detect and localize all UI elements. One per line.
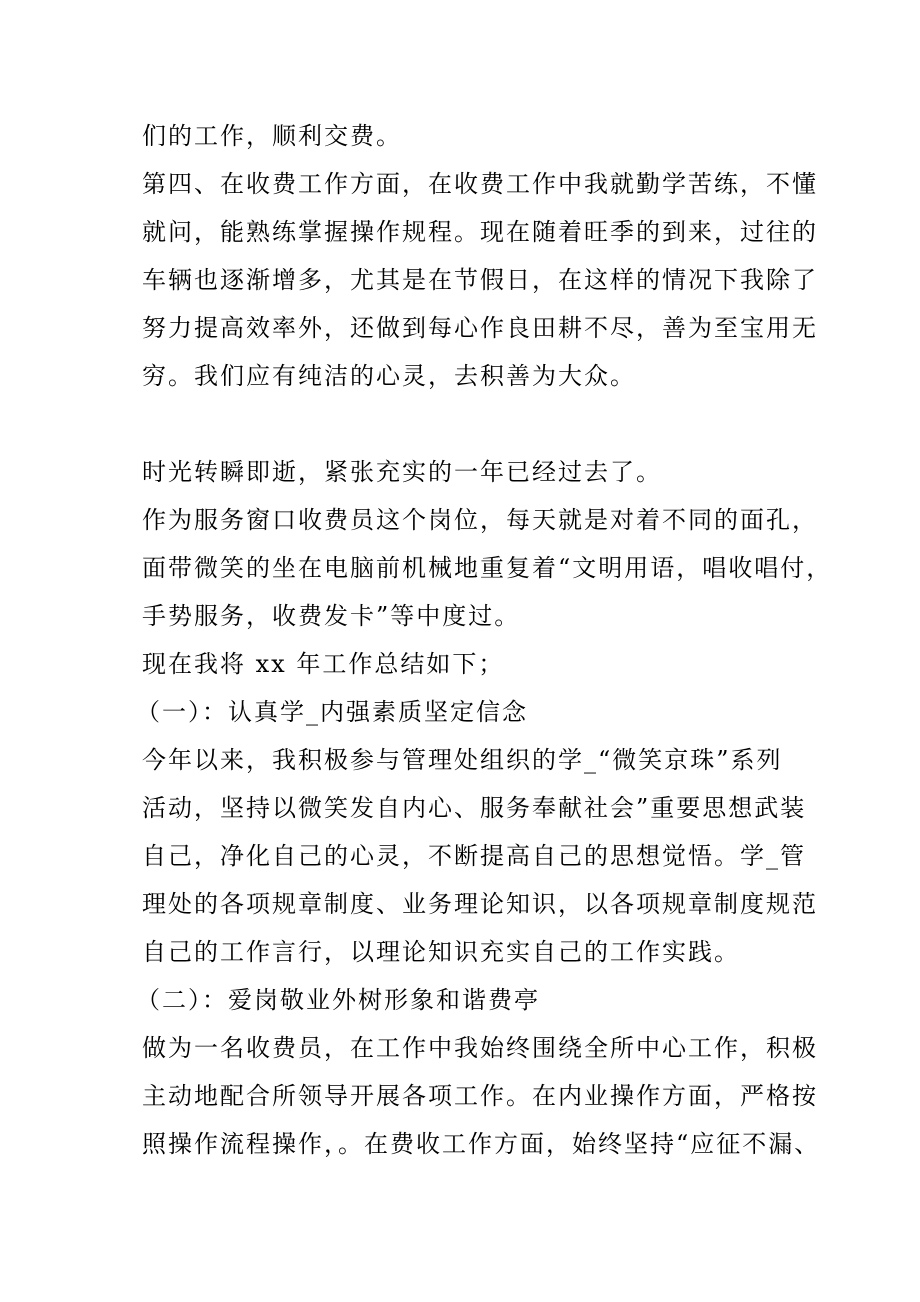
text-line: 做为一名收费员，在工作中我始终围绕全所中心工作，积极	[142, 1034, 818, 1062]
text-line: 第四、在收费工作方面，在收费工作中我就勤学苦练，不懂	[142, 170, 818, 198]
text-line: 理处的各项规章制度、业务理论知识，以各项规章制度规范	[142, 890, 818, 918]
section-heading: （二）：爱岗敬业外树形象和谐费亭	[136, 986, 540, 1014]
text-line: 车辆也逐渐增多，尤其是在节假日，在这样的情况下我除了	[142, 266, 818, 294]
text-line: 作为服务窗口收费员这个岗位，每天就是对着不同的面孔，	[142, 506, 818, 534]
text-line: 照操作流程操作，。在费收工作方面，始终坚持“应征不漏、	[142, 1130, 821, 1158]
text-line: 努力提高效率外，还做到每心作良田耕不尽，善为至宝用无	[142, 314, 818, 342]
section-heading: （一）：认真学_内强素质坚定信念	[136, 698, 528, 726]
text-line: 活动，坚持以微笑发自内心、服务奉献社会”重要思想武装	[142, 794, 807, 822]
text-line: 自己的工作言行，以理论知识充实自己的工作实践。	[142, 938, 740, 966]
text-line: 自己，净化自己的心灵，不断提高自己的思想觉悟。学_管	[142, 842, 806, 870]
text-line: 穷。我们应有纯洁的心灵，去积善为大众。	[142, 362, 636, 390]
text-line: 现在我将 xx 年工作总结如下；	[142, 650, 505, 678]
text-line: 就问，能熟练掌握操作规程。现在随着旺季的到来，过往的	[142, 218, 818, 246]
document-body	[136, 112, 833, 1168]
text-line: 今年以来，我积极参与管理处组织的学_“微笑京珠”系列	[142, 746, 783, 774]
paragraph-gap	[142, 400, 802, 448]
text-line: 时光转瞬即逝，紧张充实的一年已经过去了。	[142, 458, 662, 486]
text-line: 们的工作，顺利交费。	[142, 122, 402, 150]
text-line: 手势服务，收费发卡”等中度过。	[142, 602, 521, 630]
text-line: 主动地配合所领导开展各项工作。在内业操作方面，严格按	[142, 1082, 818, 1110]
text-line: 面带微笑的坐在电脑前机械地重复着“文明用语，唱收唱付，	[142, 554, 833, 582]
